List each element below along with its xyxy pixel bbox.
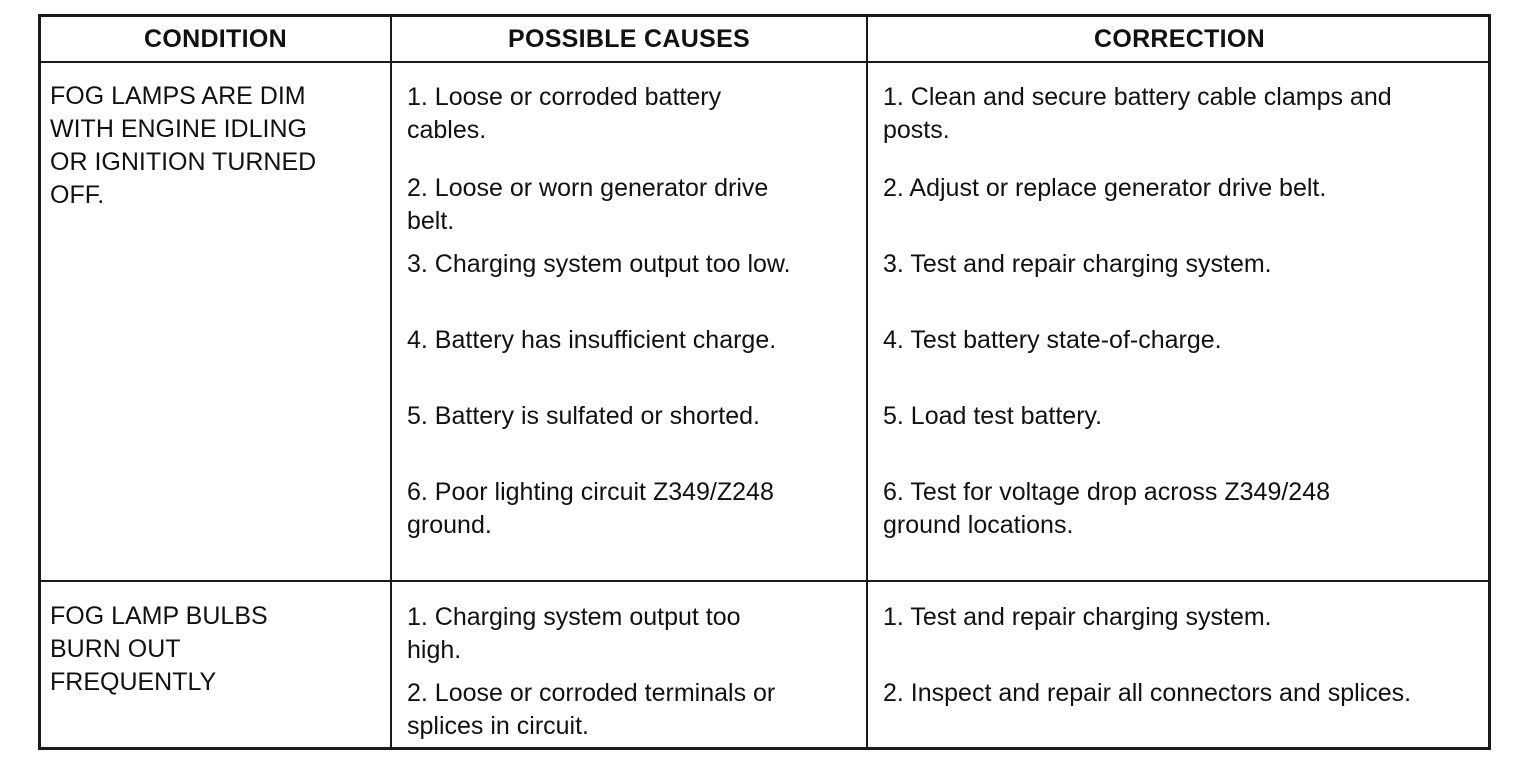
- header-possible-causes: POSSIBLE CAUSES: [507, 24, 751, 53]
- header-correction: CORRECTION: [1093, 24, 1266, 53]
- row-1-correction-6: 6. Test for voltage drop across Z349/248 ground locations.: [883, 478, 1331, 539]
- row-2-correction-1: 1. Test and repair charging system.: [883, 603, 1272, 631]
- column-divider-2: [866, 17, 868, 747]
- row-2-correction-2: 2. Inspect and repair all connectors and splices.: [883, 679, 1412, 707]
- row-1-cause-2: 2. Loose or worn generator drive belt.: [407, 174, 769, 235]
- row-1-correction-4: 4. Test battery state-of-charge.: [883, 326, 1222, 354]
- row-1-cause-3: 3. Charging system output too low.: [407, 250, 791, 278]
- row-divider: [41, 580, 1488, 582]
- row-1-condition: FOG LAMPS ARE DIM WITH ENGINE IDLING OR IGNITION TURNED OFF.: [50, 82, 317, 209]
- column-divider-1: [390, 17, 392, 747]
- row-2-cause-2: 2. Loose or corroded terminals or splices in circuit.: [407, 679, 776, 740]
- row-1-correction-5: 5. Load test battery.: [883, 402, 1103, 430]
- diagnosis-table: [38, 14, 1491, 750]
- row-1-cause-6: 6. Poor lighting circuit Z349/Z248 ground.: [407, 478, 774, 539]
- row-1-correction-3: 3. Test and repair charging system.: [883, 250, 1272, 278]
- row-1-cause-1: 1. Loose or corroded battery cables.: [407, 83, 722, 144]
- row-1-correction-2: 2. Adjust or replace generator drive belt.: [883, 174, 1327, 202]
- header-divider: [41, 61, 1488, 63]
- row-2-condition: FOG LAMP BULBS BURN OUT FREQUENTLY: [50, 602, 268, 696]
- row-1-cause-5: 5. Battery is sulfated or shorted.: [407, 402, 760, 430]
- row-2-cause-1: 1. Charging system output too high.: [407, 603, 741, 664]
- row-1-cause-4: 4. Battery has insufficient charge.: [407, 326, 777, 354]
- row-1-correction-1: 1. Clean and secure battery cable clamps and posts.: [883, 83, 1392, 144]
- header-condition: CONDITION: [144, 24, 287, 53]
